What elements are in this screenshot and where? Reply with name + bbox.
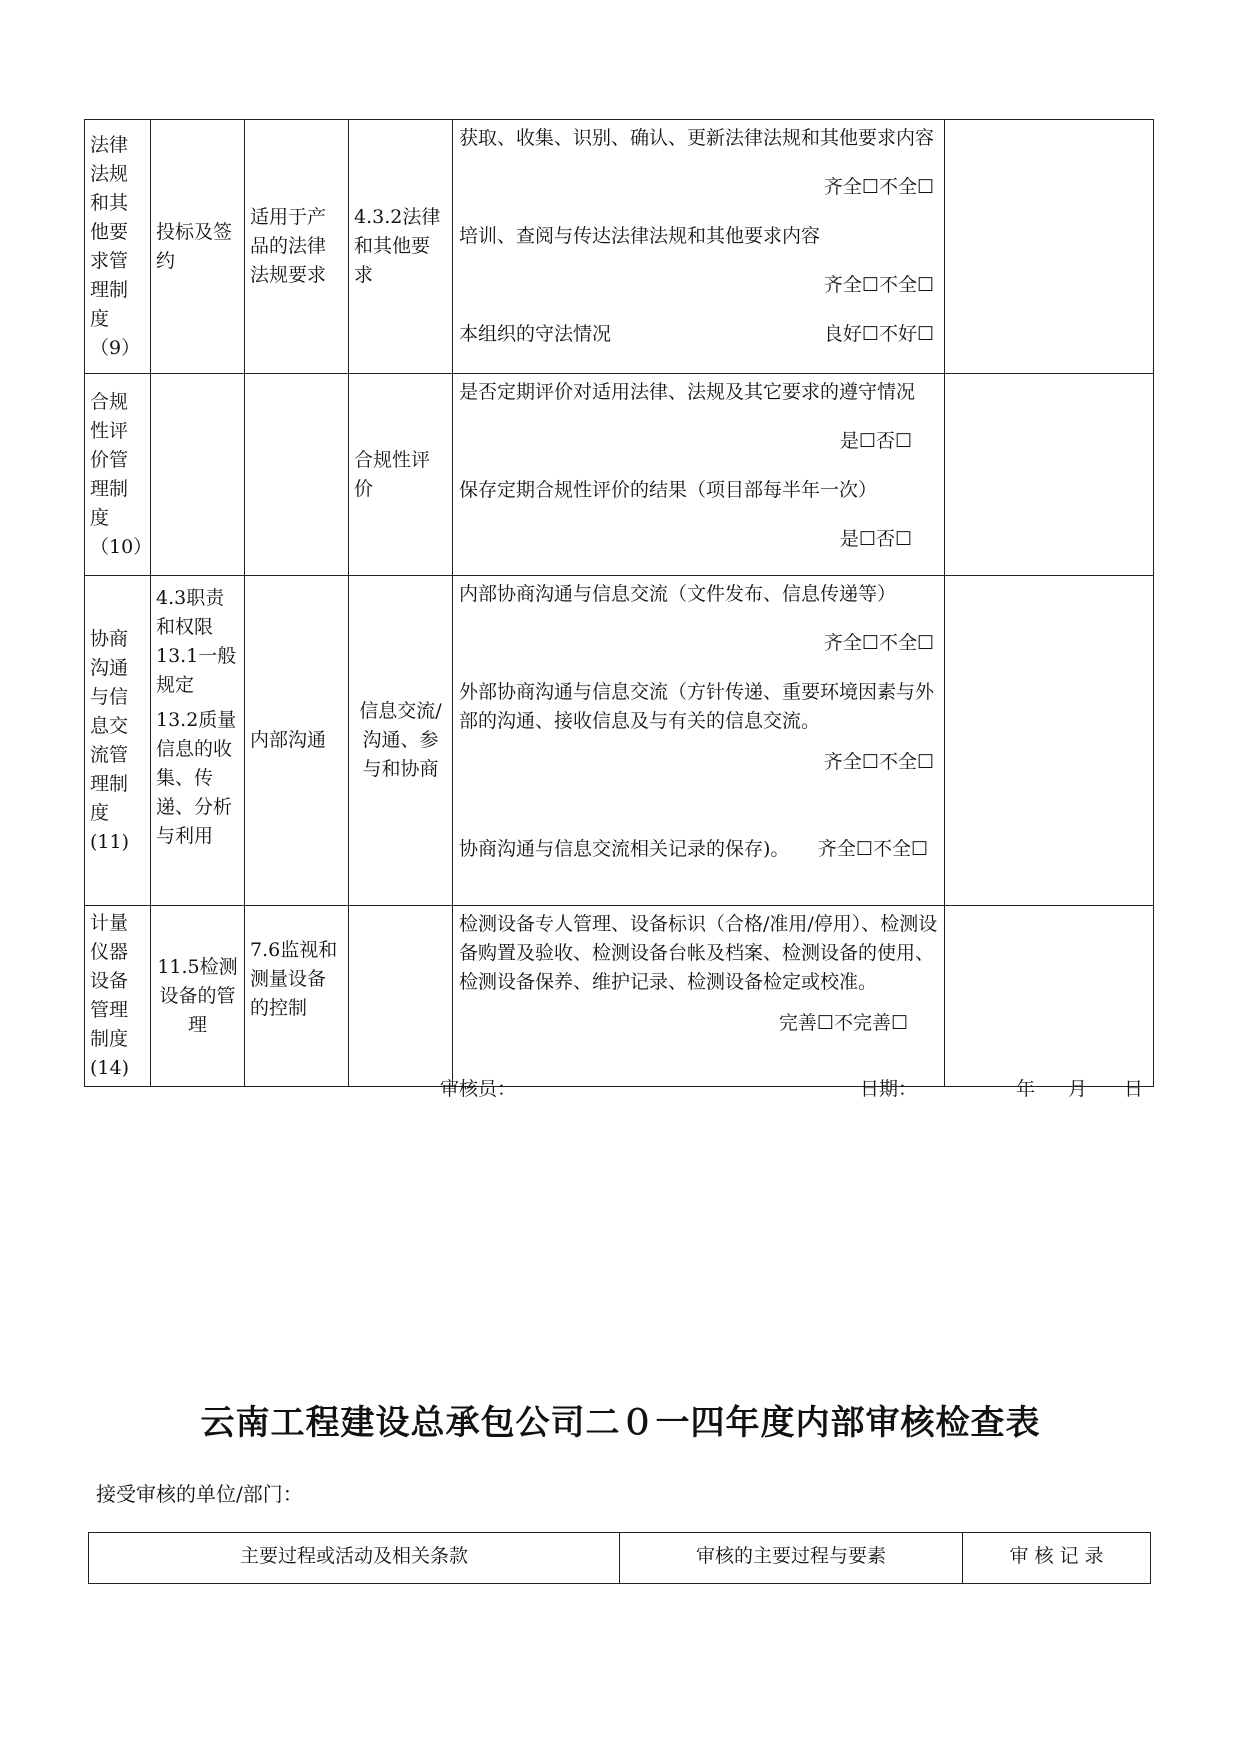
check-options: 齐全☐不全☐ xyxy=(823,751,934,773)
clause-cell xyxy=(151,374,245,576)
element-cell: 4.3.2法律和其他要求 xyxy=(349,120,453,374)
check-item-text: 保存定期合规性评价的结果（项目部每半年一次） xyxy=(459,479,878,501)
column-header: 审 核 记 录 xyxy=(963,1533,1151,1584)
check-options: 齐全☐不全☐ xyxy=(823,274,934,296)
element-cell: 信息交流/沟通、参与和协商 xyxy=(349,576,453,906)
check-item-text: 培训、查阅与传达法律法规和其他要求内容 xyxy=(459,225,821,247)
year-label: 年 xyxy=(1016,1078,1036,1100)
check-item-text: 是否定期评价对适用法律、法规及其它要求的遵守情况 xyxy=(459,381,916,403)
check-options: 是☐否☐ xyxy=(839,430,912,452)
scope-cell: 内部沟通 xyxy=(245,576,349,906)
system-cell: 计量仪器设备管理制度(14) xyxy=(85,906,151,1087)
check-item-text: 内部协商沟通与信息交流（文件发布、信息传递等） xyxy=(459,583,897,605)
element-cell: 合规性评价 xyxy=(349,374,453,576)
table-row xyxy=(89,1533,1151,1584)
table-row xyxy=(85,906,1154,1087)
system-cell: 法律法规和其他要求管理制度（9） xyxy=(85,120,151,374)
day-label: 日 xyxy=(1124,1078,1144,1100)
audited-unit-label: 接受审核的单位/部门： xyxy=(96,1482,303,1506)
page-title: 云南工程建设总承包公司二０一四年度内部审核检查表 xyxy=(200,1403,1041,1443)
check-options: 完善☐不完善☐ xyxy=(778,1012,908,1034)
column-header: 主要过程或活动及相关条款 xyxy=(89,1533,620,1584)
check-options: 齐全☐不全☐ xyxy=(817,838,928,860)
scope-cell xyxy=(245,374,349,576)
check-items-cell xyxy=(453,120,945,374)
system-cell: 协商沟通与信息交流管理制度(11) xyxy=(85,576,151,906)
column-header: 审核的主要过程与要素 xyxy=(620,1533,963,1584)
check-items-cell xyxy=(453,906,945,1087)
clause-cell: 投标及签约 xyxy=(151,120,245,374)
system-cell: 合规性评价管理制度（10） xyxy=(85,374,151,576)
check-item-text: 检测设备专人管理、设备标识（合格/准用/停用）、检测设备购置及验收、检测设备台帐及档案、检测设备的使用、检测设备保养、维护记录、检测设备检定或校准。 xyxy=(459,913,938,993)
clause-text: 13.2质量信息的收集、传递、分析与利用 xyxy=(156,709,237,847)
check-item-text: 协商沟通与信息交流相关记录的保存)。 xyxy=(459,838,790,860)
audit-record-cell[interactable] xyxy=(945,576,1154,906)
check-options: 齐全☐不全☐ xyxy=(823,176,934,198)
check-options: 齐全☐不全☐ xyxy=(823,632,934,654)
check-item-text: 本组织的守法情况 xyxy=(459,323,612,345)
audit-header-table xyxy=(88,1532,1151,1584)
clause-cell: 11.5检测设备的管理 xyxy=(151,906,245,1087)
audit-checklist-table xyxy=(84,119,1154,1087)
check-item-text: 外部协商沟通与信息交流（方针传递、重要环境因素与外部的沟通、接收信息及与有关的信息交流。 xyxy=(459,681,935,732)
table-row xyxy=(85,374,1154,576)
scope-cell: 7.6监视和测量设备的控制 xyxy=(245,906,349,1087)
date-label: 日期： xyxy=(860,1078,918,1100)
check-options: 良好☐不好☐ xyxy=(823,323,934,345)
audit-record-cell[interactable] xyxy=(945,906,1154,1087)
check-item-text: 获取、收集、识别、确认、更新法律法规和其他要求内容 xyxy=(459,127,935,149)
clause-cell xyxy=(151,576,245,906)
element-cell xyxy=(349,906,453,1087)
check-options: 是☐否☐ xyxy=(839,528,912,550)
auditor-label: 审核员： xyxy=(440,1078,517,1100)
table-row xyxy=(85,576,1154,906)
scope-cell: 适用于产品的法律法规要求 xyxy=(245,120,349,374)
audit-record-cell[interactable] xyxy=(945,120,1154,374)
check-items-cell xyxy=(453,576,945,906)
audit-record-cell[interactable] xyxy=(945,374,1154,576)
table-row xyxy=(85,120,1154,374)
check-items-cell xyxy=(453,374,945,576)
month-label: 月 xyxy=(1068,1078,1088,1100)
clause-text: 4.3职责和权限 13.1一般规定 xyxy=(156,587,237,696)
